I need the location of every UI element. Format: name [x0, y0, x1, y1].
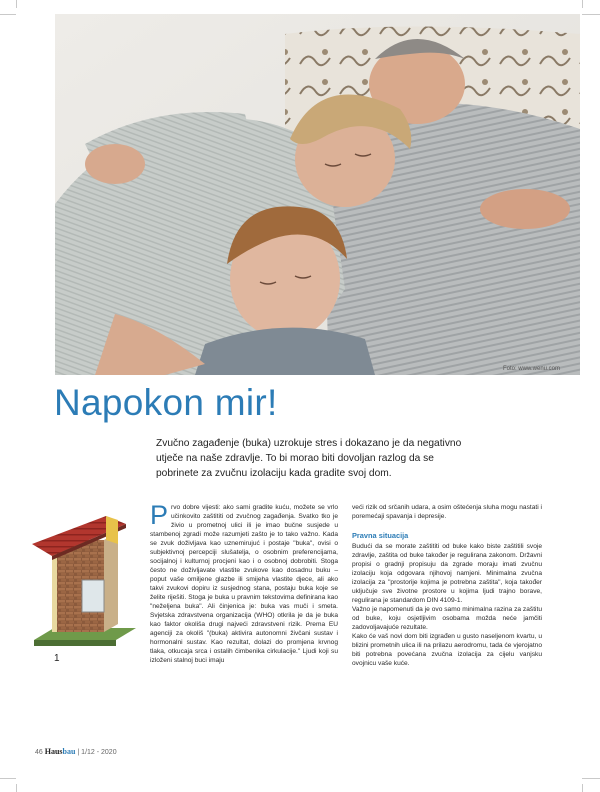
body-column-right [352, 503, 542, 668]
body-paragraph-continued: veći rizik od srčanih udara, a osim oštećenja sluha mogu nastati i poremećaji spavanja i depresije. [352, 504, 542, 520]
subheading: Pravna situacija [352, 531, 409, 540]
family-sleeping-image [55, 14, 580, 375]
body-column-left [150, 500, 338, 665]
lead-paragraph: Zvučno zagađenje (buka) uzrokuje stres i dokazano je da negativno utječe na naše zdravlje. To bi morao biti dovoljan razlog da se pobrinete za zvučnu izolaciju kada gradite svoj dom. [156, 438, 462, 479]
crop-mark [582, 14, 600, 15]
page-footer [35, 747, 117, 756]
magazine-name: Hausbau [44, 747, 76, 756]
issue-info: | 1/12 - 2020 [77, 749, 117, 756]
drop-cap: P [150, 500, 169, 530]
photo-credit: Foto: www.wenu.com [502, 366, 560, 372]
page-number: 46 [35, 749, 43, 756]
hero-photo [55, 14, 580, 375]
body-paragraph: Kako će vaš novi dom biti izgrađen u gusto naseljenom kvartu, u blizini prometnih ulica ili na prilazu aerodromu, tada će vjerojatno biti potrebna povećana zvučna izolacija za cijelu vanjsku ovojnicu vaše kuće. [352, 633, 542, 667]
crop-mark [0, 778, 16, 779]
crop-mark [0, 14, 16, 15]
body-paragraph [150, 500, 338, 665]
body-paragraph: Važno je napomenuti da je ovo samo minimalna razina za zaštitu od buke, koju osjetljivim osobama možda neće jamčiti zadovoljavajuće rezultate. [352, 606, 542, 631]
wall-section-illustration [26, 510, 144, 665]
figure-number: 1 [54, 653, 60, 664]
body-paragraph: Budući da se morate zaštititi od buke kako biste zaštitili svoje zdravlje, zaštita od buke također je regulirana zakonom. Državni propisi o gradnji propisuju da zgrade moraju imati zvučnu izolaciju koja odgovara njihovoj namjeni. Minimalna zvučna izolacija za "prostorije kojima je potrebna zaštita", koja također uključuje sve životne prostore u kojima ljudi trajno borave, regulirana je standardom DIN 4109-1. [352, 543, 542, 604]
crop-mark [16, 784, 17, 792]
body-text-left: rvo dobre vijesti: ako sami gradite kuću, možete se vrlo učinkovito zaštititi od zvučnog zagađenja. Svatko tko je živio u prometnoj ulici ili je imao bučne susjede u stambenoj zgradi može razumjeti zašto je to tako važno. Kada se zvuk doživljava kao uznemirujuć i postaje "buka", ovisi o subjektivnoj percepciji slušatelja, o osobnim preferencijama, socijalnoj i kulturnoj procjeni kao i o osobnoj dobrobiti. Stoga često ne doživljavate vlastite zvukove kao dosadnu buku – poput vaše omiljene glazbe ili smijeha vlastite djece, ali ako takvi zvukovi dopiru iz susjednog stana, postaju buka koje se želite riješiti. Stoga je buka u pravnim tekstovima definirana kao "neželjena buka". Ali činjenica je: buka vas muči i smeta. Svjetska zdravstvena organizacija (WHO) otkrila je da je buka kao faktor okoliša drugi najveći zdravstveni rizik. Prema EU agenciji za okoliš "(buka) aktivira autonomni živčani sustav i hormonalni sustav. Kao rezultat, dolazi do promjena krvnog tlaka, otkucaja srca i ostalih čimbenika cirkulacije." Ljudi koji su izloženi stalnoj buci imaju [150, 504, 338, 664]
crop-mark [582, 0, 583, 8]
crop-mark [16, 0, 17, 8]
crop-mark [582, 784, 583, 792]
crop-mark [582, 778, 600, 779]
headline: Napokon mir! [54, 382, 278, 423]
